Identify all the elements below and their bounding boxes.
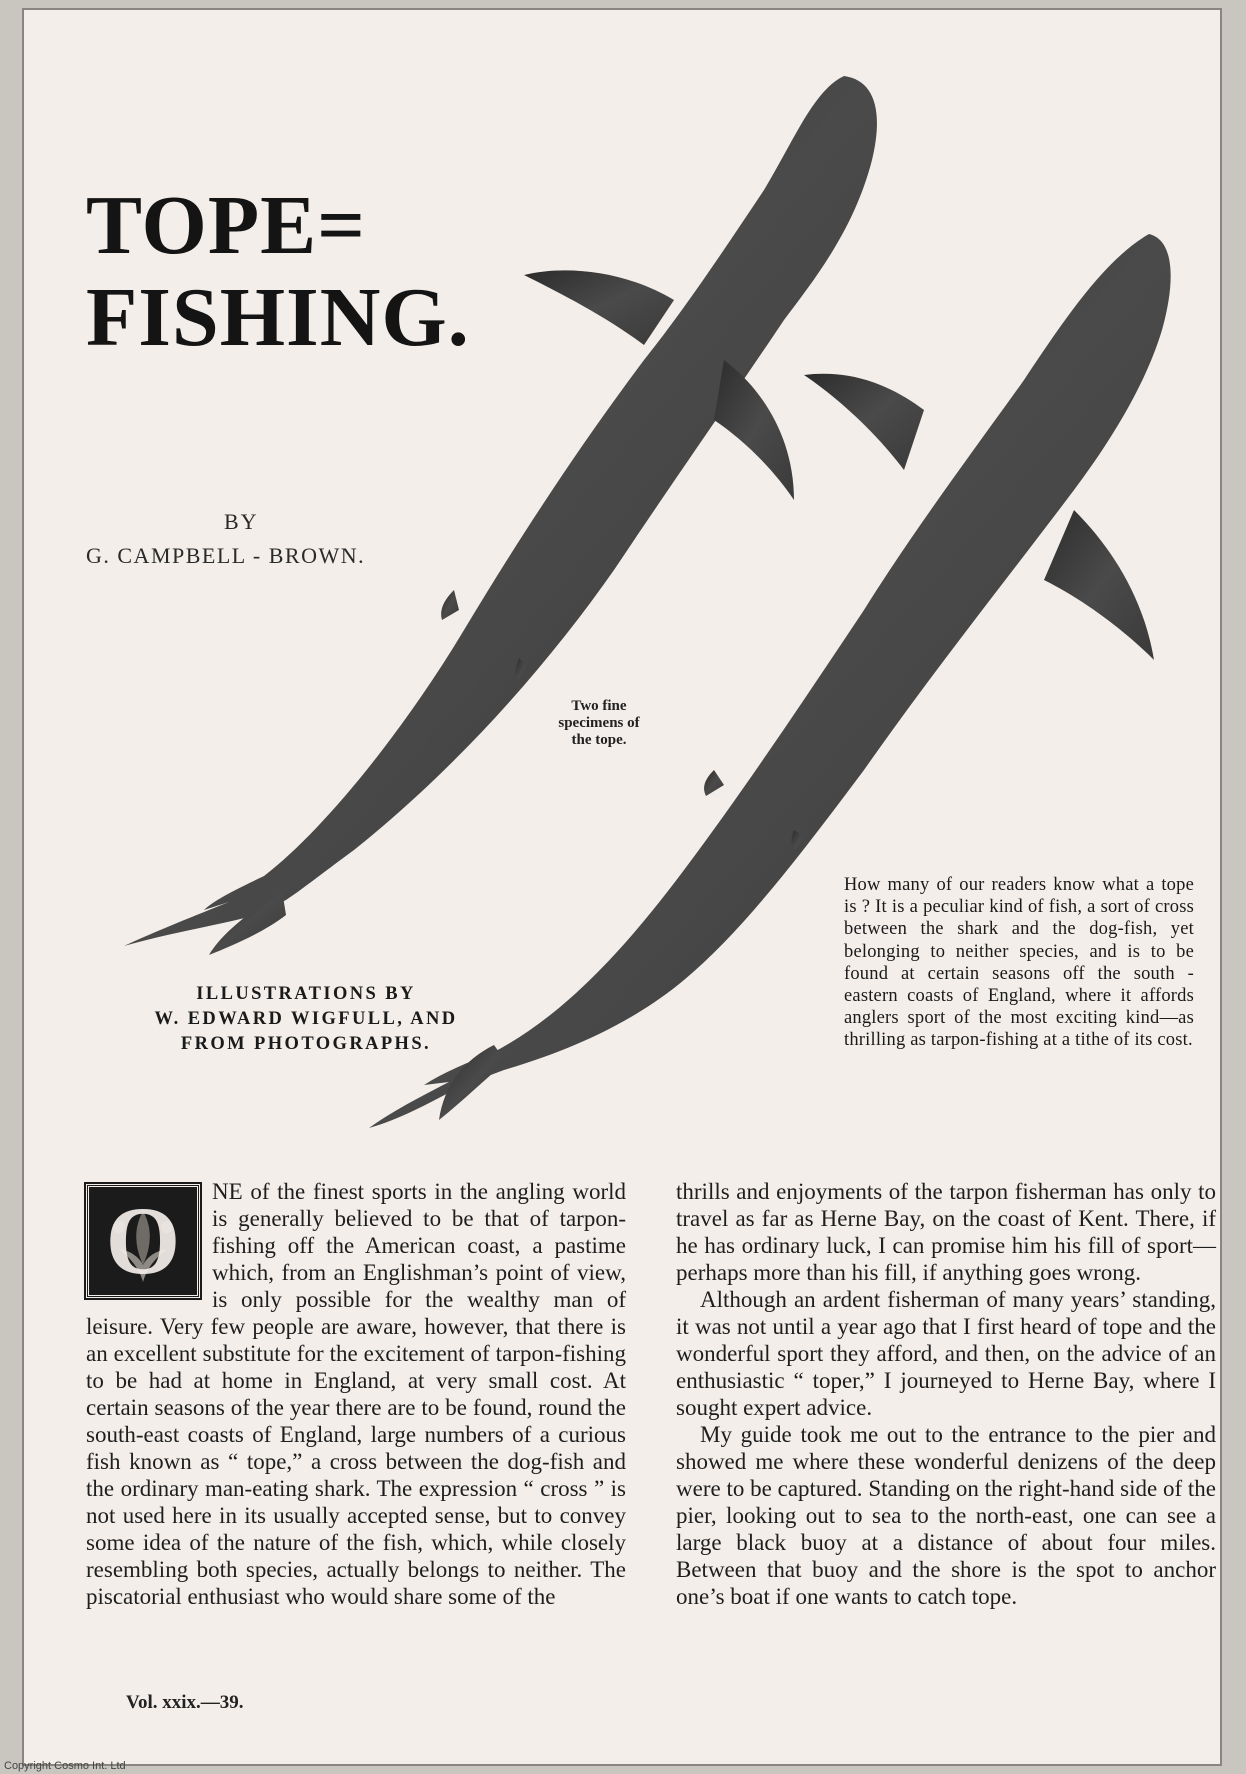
caption-line: the tope.	[571, 732, 627, 748]
body-paragraph: NE of the finest sports in the angling world is generally believed to be that of tarpon-fishing off the American coast, a pastime which, from an Englishman’s point of view, is only possible for the wealthy man of leisure. Very few people are aware, however, that there is an excellent substitute for the excitement of tarpon-fishing to be had at home in England, at very small cost. At certain seasons of the year there are to be found, round the south-east coasts of England, large numbers of a curious fish known as “ tope,” a cross between the dog-fish and the ordinary man-eating shark. The expression “ cross ” is not used here in its usually accepted sense, but to convey some idea of the nature of the fish, which, while closely resembling both species, actually belongs to neither. The piscatorial enthusiast who would share some of the	[86, 1179, 626, 1609]
byline	[86, 505, 365, 573]
illustration-credit-line: FROM PHOTOGRAPHS.	[180, 1034, 432, 1054]
illustration-credit-line: W. EDWARD WIGFULL, AND	[154, 1009, 458, 1029]
article-title	[86, 180, 470, 364]
title-line-1: TOPE=	[86, 179, 367, 272]
body-paragraph: Although an ardent fisherman of many years’ standing, it was not until a year ago that I first heard of tope and the wonderful sport they afford, and then, on the advice of an enthusiastic “ toper,” I journeyed to Herne Bay, where I sought expert advice.	[676, 1287, 1216, 1420]
body-paragraph: My guide took me out to the entrance to the pier and showed me where these wonderful denizens of the deep were to be captured. Standing on the right-hand side of the pier, looking out to sea to the north-east, one can see a large black buoy at a distance of about four miles. Between that buoy and the shore is the spot to anchor one’s boat if one wants to catch tope.	[676, 1422, 1216, 1609]
illustration-credit-line: ILLUSTRATIONS BY	[196, 984, 416, 1004]
illustration-credit	[86, 982, 526, 1057]
author-name: G. CAMPBELL - BROWN.	[86, 543, 366, 568]
article-intro: How many of our readers know what a tope is ? It is a peculiar kind of fish, a sort of cross between the shark and the dog-fish, yet belonging to neither species, and is to be found at certain seasons off the south - eastern coasts of England, where it affords anglers sport of the most exciting kind—as thrilling as tarpon-fishing at a tithe of its cost.	[844, 875, 1194, 1051]
body-column-1	[86, 1178, 626, 1610]
caption-line: specimens of	[558, 715, 640, 731]
dropcap-letter: O	[105, 1187, 181, 1294]
caption-line: Two fine	[571, 698, 627, 714]
body-paragraph: thrills and enjoyments of the tarpon fisherman has only to travel as far as Herne Bay, on the coast of Kent. There, if he has ordinary luck, I can promise him his fill of sport—perhaps more than his fill, if anything goes wrong.	[676, 1179, 1216, 1285]
volume-folio: Vol. xxix.—39.	[126, 1692, 244, 1713]
ornamental-dropcap	[86, 1184, 200, 1298]
title-line-2: FISHING.	[86, 271, 470, 364]
magazine-page	[22, 8, 1222, 1766]
body-column-2	[676, 1178, 1216, 1610]
byline-by: BY	[224, 509, 259, 534]
photo-caption	[524, 698, 674, 749]
copyright-watermark: Copyright Cosmo Int. Ltd	[4, 1760, 126, 1772]
